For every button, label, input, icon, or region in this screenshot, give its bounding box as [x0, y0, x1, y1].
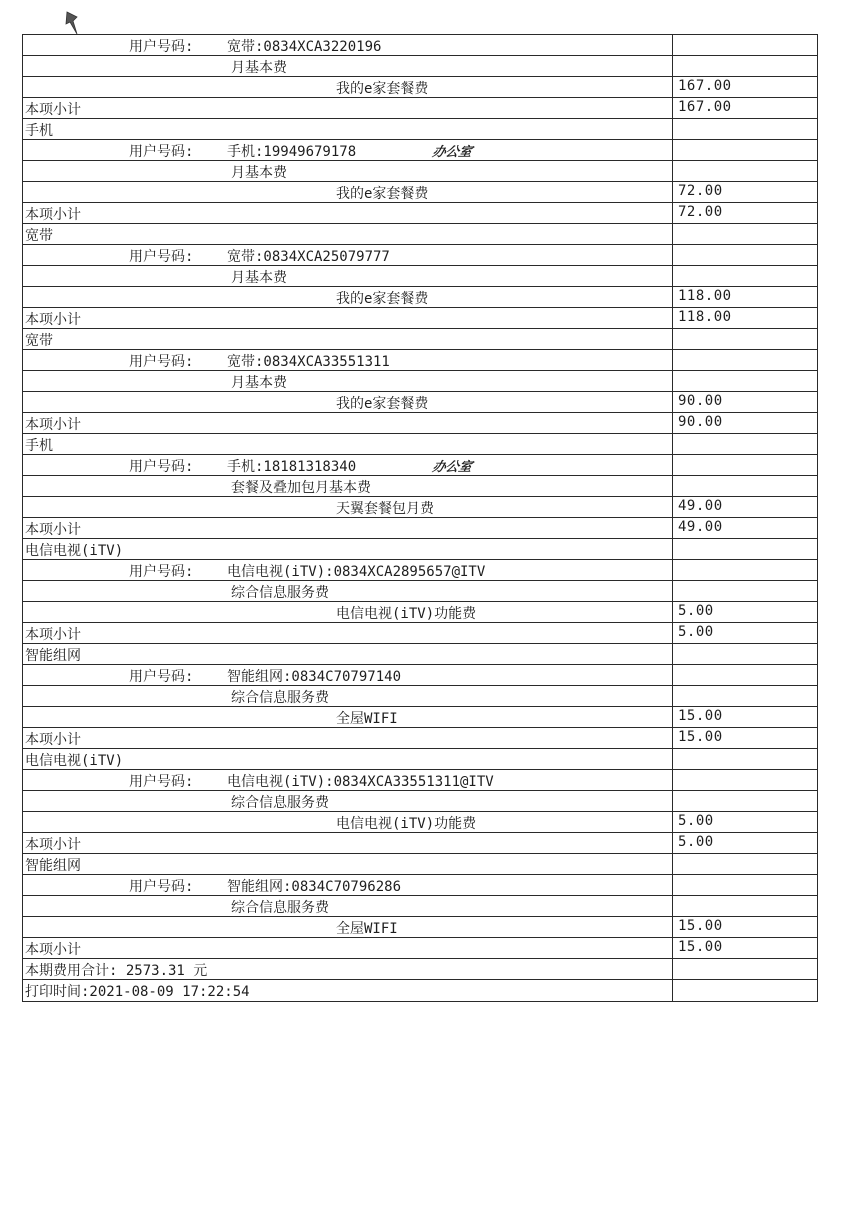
description-cell — [23, 707, 673, 727]
row-text: 全屋WIFI — [336, 711, 398, 727]
section-header — [23, 224, 817, 245]
fee-item-row — [23, 812, 817, 833]
user-number-label: 用户号码: — [129, 564, 194, 580]
description-cell — [23, 182, 673, 202]
user-number-label: 用户号码: — [129, 354, 194, 370]
description-cell — [23, 665, 673, 685]
row-text: 智能组网 — [25, 648, 81, 664]
row-text: 手机 — [25, 123, 53, 139]
description-cell — [23, 518, 673, 538]
row-text: 本项小计 — [25, 732, 81, 748]
row-text: 电信电视(iTV) — [25, 543, 124, 559]
amount-cell: 72.00 — [678, 183, 723, 199]
fee-category-row — [23, 476, 817, 497]
description-cell — [23, 938, 673, 958]
user-number — [129, 351, 390, 371]
description-cell — [23, 728, 673, 748]
user-number-row — [23, 350, 817, 371]
fee-item-row — [23, 602, 817, 623]
user-number-value: 宽带:0834XCA3220196 — [227, 39, 382, 55]
amount-cell: 118.00 — [678, 288, 732, 304]
row-text: 宽带 — [25, 333, 53, 349]
user-number-label: 用户号码: — [129, 774, 194, 790]
description-cell — [23, 875, 673, 895]
fee-category-row — [23, 791, 817, 812]
user-number — [129, 141, 356, 161]
amount-cell: 5.00 — [678, 624, 714, 640]
fee-item-row — [23, 287, 817, 308]
amount-cell: 15.00 — [678, 918, 723, 934]
fee-category-row — [23, 161, 817, 182]
description-cell — [23, 224, 673, 244]
description-cell — [23, 686, 673, 706]
row-text: 我的e家套餐费 — [336, 186, 429, 202]
description-cell — [23, 560, 673, 580]
user-number — [129, 561, 485, 581]
fee-category-row — [23, 371, 817, 392]
user-number-row — [23, 245, 817, 266]
amount-cell: 72.00 — [678, 204, 723, 220]
fee-item-row — [23, 182, 817, 203]
user-number-value: 宽带:0834XCA25079777 — [227, 249, 390, 265]
amount-cell: 5.00 — [678, 834, 714, 850]
subtotal-row — [23, 203, 817, 224]
subtotal-row — [23, 413, 817, 434]
fee-item-row — [23, 77, 817, 98]
amount-cell: 5.00 — [678, 813, 714, 829]
section-header — [23, 119, 817, 140]
description-cell — [23, 980, 673, 1001]
user-number-label: 用户号码: — [129, 249, 194, 265]
user-number — [129, 771, 494, 791]
row-text: 本项小计 — [25, 837, 81, 853]
description-cell — [23, 896, 673, 916]
user-number-value: 智能组网:0834C70797140 — [227, 669, 402, 685]
description-cell — [23, 119, 673, 139]
description-cell — [23, 644, 673, 664]
row-text: 综合信息服务费 — [231, 585, 329, 601]
user-number-label: 用户号码: — [129, 669, 194, 685]
description-cell — [23, 287, 673, 307]
section-header — [23, 434, 817, 455]
user-number-row — [23, 560, 817, 581]
user-number-row — [23, 665, 817, 686]
section-header — [23, 329, 817, 350]
section-header — [23, 854, 817, 875]
fee-item-row — [23, 917, 817, 938]
print-time-row — [23, 980, 817, 1001]
row-text: 打印时间:2021-08-09 17:22:54 — [25, 984, 250, 1000]
user-number-row — [23, 455, 817, 476]
description-cell — [23, 455, 673, 475]
total-row — [23, 959, 817, 980]
section-header — [23, 539, 817, 560]
subtotal-row — [23, 518, 817, 539]
description-cell — [23, 98, 673, 118]
description-cell — [23, 749, 673, 769]
row-text: 手机 — [25, 438, 53, 454]
user-number-label: 用户号码: — [129, 144, 194, 160]
row-text: 本项小计 — [25, 627, 81, 643]
amount-cell: 49.00 — [678, 519, 723, 535]
user-number-value: 宽带:0834XCA33551311 — [227, 354, 390, 370]
user-number-value: 手机:18181318340 — [227, 459, 357, 475]
user-number-label: 用户号码: — [129, 459, 194, 475]
user-number-value: 手机:19949679178 — [227, 144, 357, 160]
description-cell — [23, 812, 673, 832]
description-cell — [23, 917, 673, 937]
description-cell — [23, 140, 673, 160]
user-number-value: 电信电视(iTV):0834XCA2895657@ITV — [227, 564, 486, 580]
row-text: 套餐及叠加包月基本费 — [231, 480, 371, 496]
description-cell — [23, 497, 673, 517]
fee-category-row — [23, 896, 817, 917]
description-cell — [23, 791, 673, 811]
amount-cell: 167.00 — [678, 99, 732, 115]
description-cell — [23, 245, 673, 265]
user-number — [129, 876, 401, 896]
pushpin-mark — [64, 10, 84, 36]
row-text: 本项小计 — [25, 102, 81, 118]
user-number — [129, 666, 401, 686]
description-cell — [23, 770, 673, 790]
amount-cell: 90.00 — [678, 414, 723, 430]
amount-cell: 15.00 — [678, 729, 723, 745]
user-number-row — [23, 35, 817, 56]
amount-cell: 90.00 — [678, 393, 723, 409]
amount-cell: 5.00 — [678, 603, 714, 619]
subtotal-row — [23, 98, 817, 119]
row-text: 电信电视(iTV) — [25, 753, 124, 769]
row-text: 全屋WIFI — [336, 921, 398, 937]
row-text: 本项小计 — [25, 312, 81, 328]
description-cell — [23, 35, 673, 55]
row-text: 我的e家套餐费 — [336, 291, 429, 307]
description-cell — [23, 350, 673, 370]
subtotal-row — [23, 833, 817, 854]
description-cell — [23, 329, 673, 349]
fee-category-row — [23, 56, 817, 77]
description-cell — [23, 392, 673, 412]
user-number-row — [23, 770, 817, 791]
row-text: 月基本费 — [231, 165, 287, 181]
row-text: 本项小计 — [25, 942, 81, 958]
row-text: 本期费用合计: 2573.31 元 — [25, 963, 208, 979]
description-cell — [23, 602, 673, 622]
row-text: 天翼套餐包月费 — [336, 501, 434, 517]
user-number-label: 用户号码: — [129, 879, 194, 895]
description-cell — [23, 413, 673, 433]
handwritten-note: 办公室 — [430, 145, 474, 160]
amount-cell: 118.00 — [678, 309, 732, 325]
user-number-value: 智能组网:0834C70796286 — [227, 879, 402, 895]
subtotal-row — [23, 938, 817, 959]
bill-detail-table — [22, 34, 818, 1002]
user-number — [129, 246, 390, 266]
subtotal-row — [23, 623, 817, 644]
description-cell — [23, 623, 673, 643]
section-header — [23, 749, 817, 770]
description-cell — [23, 959, 673, 979]
row-text: 本项小计 — [25, 207, 81, 223]
row-text: 月基本费 — [231, 375, 287, 391]
fee-item-row — [23, 392, 817, 413]
row-text: 电信电视(iTV)功能费 — [336, 606, 477, 622]
row-text: 本项小计 — [25, 417, 81, 433]
description-cell — [23, 161, 673, 181]
description-cell — [23, 434, 673, 454]
description-cell — [23, 833, 673, 853]
description-cell — [23, 266, 673, 286]
row-text: 综合信息服务费 — [231, 690, 329, 706]
subtotal-row — [23, 728, 817, 749]
description-cell — [23, 203, 673, 223]
user-number-label: 用户号码: — [129, 39, 194, 55]
row-text: 综合信息服务费 — [231, 795, 329, 811]
description-cell — [23, 308, 673, 328]
user-number-value: 电信电视(iTV):0834XCA33551311@ITV — [227, 774, 494, 790]
row-text: 月基本费 — [231, 60, 287, 76]
handwritten-note: 办公室 — [430, 460, 474, 475]
description-cell — [23, 539, 673, 559]
user-number — [129, 36, 381, 56]
section-header — [23, 644, 817, 665]
user-number-row — [23, 140, 817, 161]
fee-item-row — [23, 497, 817, 518]
amount-cell: 15.00 — [678, 708, 723, 724]
amount-cell: 167.00 — [678, 78, 732, 94]
row-text: 我的e家套餐费 — [336, 81, 429, 97]
description-cell — [23, 371, 673, 391]
fee-category-row — [23, 581, 817, 602]
fee-category-row — [23, 686, 817, 707]
fee-item-row — [23, 707, 817, 728]
description-cell — [23, 581, 673, 601]
fee-category-row — [23, 266, 817, 287]
row-text: 智能组网 — [25, 858, 81, 874]
amount-cell: 49.00 — [678, 498, 723, 514]
description-cell — [23, 56, 673, 76]
row-text: 本项小计 — [25, 522, 81, 538]
subtotal-row — [23, 308, 817, 329]
row-text: 电信电视(iTV)功能费 — [336, 816, 477, 832]
row-text: 我的e家套餐费 — [336, 396, 429, 412]
row-text: 综合信息服务费 — [231, 900, 329, 916]
user-number-row — [23, 875, 817, 896]
amount-cell: 15.00 — [678, 939, 723, 955]
description-cell — [23, 476, 673, 496]
row-text: 宽带 — [25, 228, 53, 244]
row-text: 月基本费 — [231, 270, 287, 286]
description-cell — [23, 77, 673, 97]
description-cell — [23, 854, 673, 874]
user-number — [129, 456, 356, 476]
